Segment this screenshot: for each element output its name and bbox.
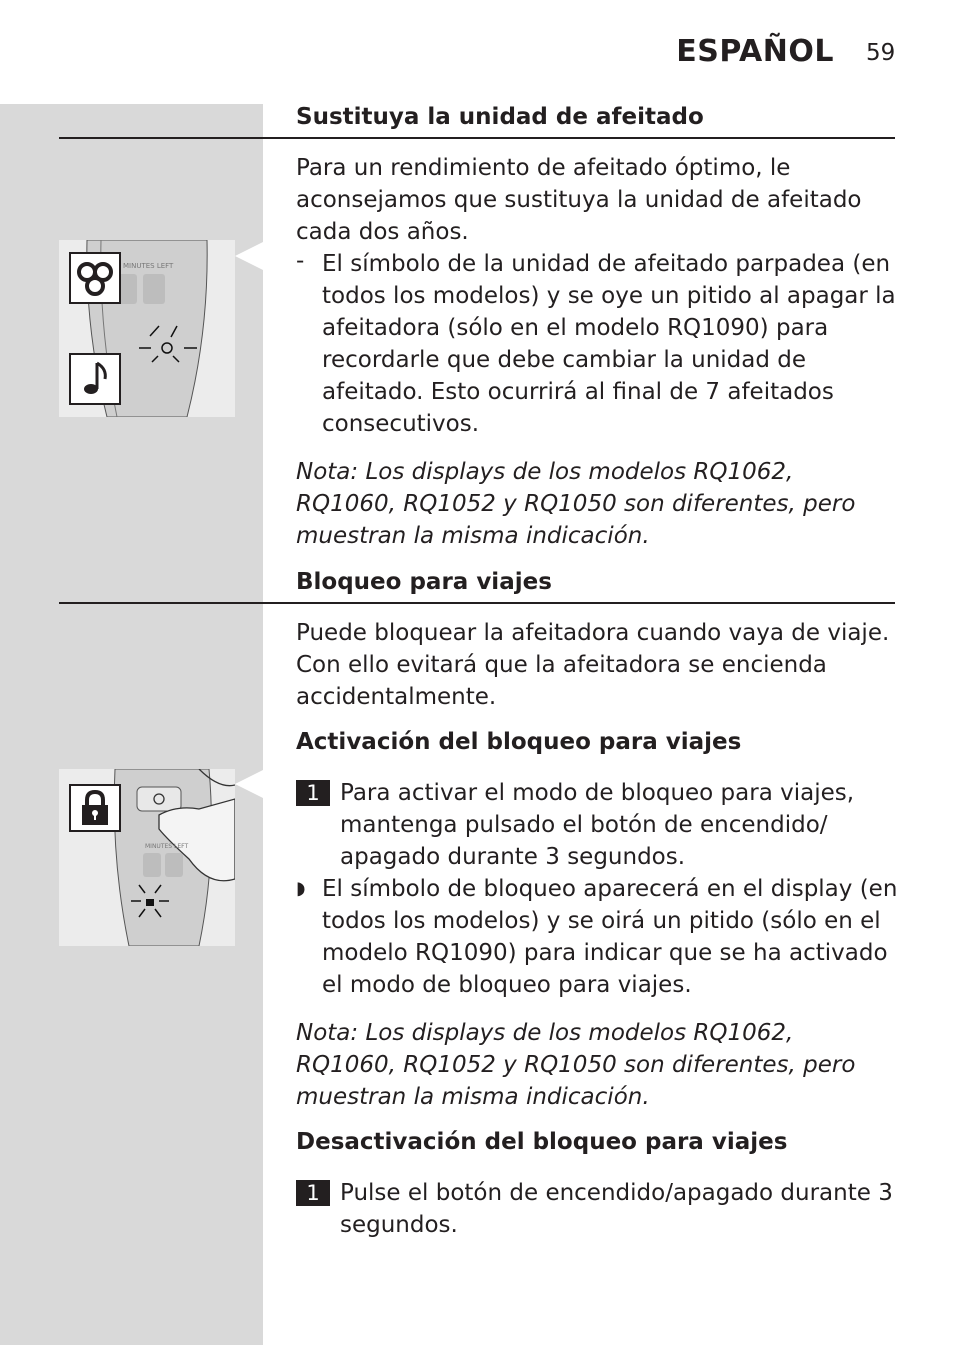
shaver-display-illustration [59,240,235,417]
display-label: MINUTES LEFT [145,843,189,850]
section-rule [59,602,895,604]
callout-arrow [235,770,263,798]
dash-marker: - [296,248,305,274]
subheading-deactivate-lock: Desactivación del bloqueo para viajes [296,1129,788,1155]
step-number: 1 [296,780,330,806]
result-text: El símbolo de bloqueo aparecerá en el display (en todos los modelos) y se oirá un pitido (sólo en el modelo RQ1090) para indicar que se ha activado el modo de bloqueo para viajes. [322,876,898,998]
section-rule [59,137,895,139]
lock-intro-paragraph: Puede bloquear la afeitadora cuando vaya de viaje. Con ello evitará que la afeitadora se encienda accidentalmente. [296,620,890,710]
section-heading-replace-unit: Sustituya la unidad de afeitado [296,104,704,130]
lock-icon [69,784,121,832]
display-label: MINUTES LEFT [123,262,174,270]
result-arrow-icon: ◗ [296,878,306,899]
dash-list-item: El símbolo de la unidad de afeitado parpadea (en todos los modelos) y se oye un pitido al apagar la afeitadora (sólo en el modelo RQ1090) para recordarle que debe cambiar la unidad de afeitado. Esto ocurrirá al final de 7 afeitados consecutivos. [322,251,896,437]
page-number: 59 [866,40,896,66]
callout-arrow [235,242,263,270]
step-number: 1 [296,1180,330,1206]
music-note-icon [69,353,121,405]
intro-paragraph: Para un rendimiento de afeitado óptimo, le aconsejamos que sustituya la unidad de afeitado cada dos años. [296,155,862,245]
shaving-unit-icon [69,252,121,304]
note-text: Nota: Los displays de los modelos RQ1062, RQ1060, RQ1052 y RQ1050 son diferentes, pero muestran la misma indicación. [296,459,856,549]
shaver-lock-illustration [59,769,235,946]
step-text: Para activar el modo de bloqueo para viajes, mantenga pulsado el botón de encendido/ apagado durante 3 segundos. [340,780,855,870]
step-text: Pulse el botón de encendido/apagado durante 3 segundos. [340,1180,893,1238]
note-text: Nota: Los displays de los modelos RQ1062, RQ1060, RQ1052 y RQ1050 son diferentes, pero muestran la misma indicación. [296,1020,856,1110]
subheading-activate-lock: Activación del bloqueo para viajes [296,729,742,755]
section-heading-travel-lock: Bloqueo para viajes [296,569,552,595]
language-header: ESPAÑOL [676,34,834,69]
